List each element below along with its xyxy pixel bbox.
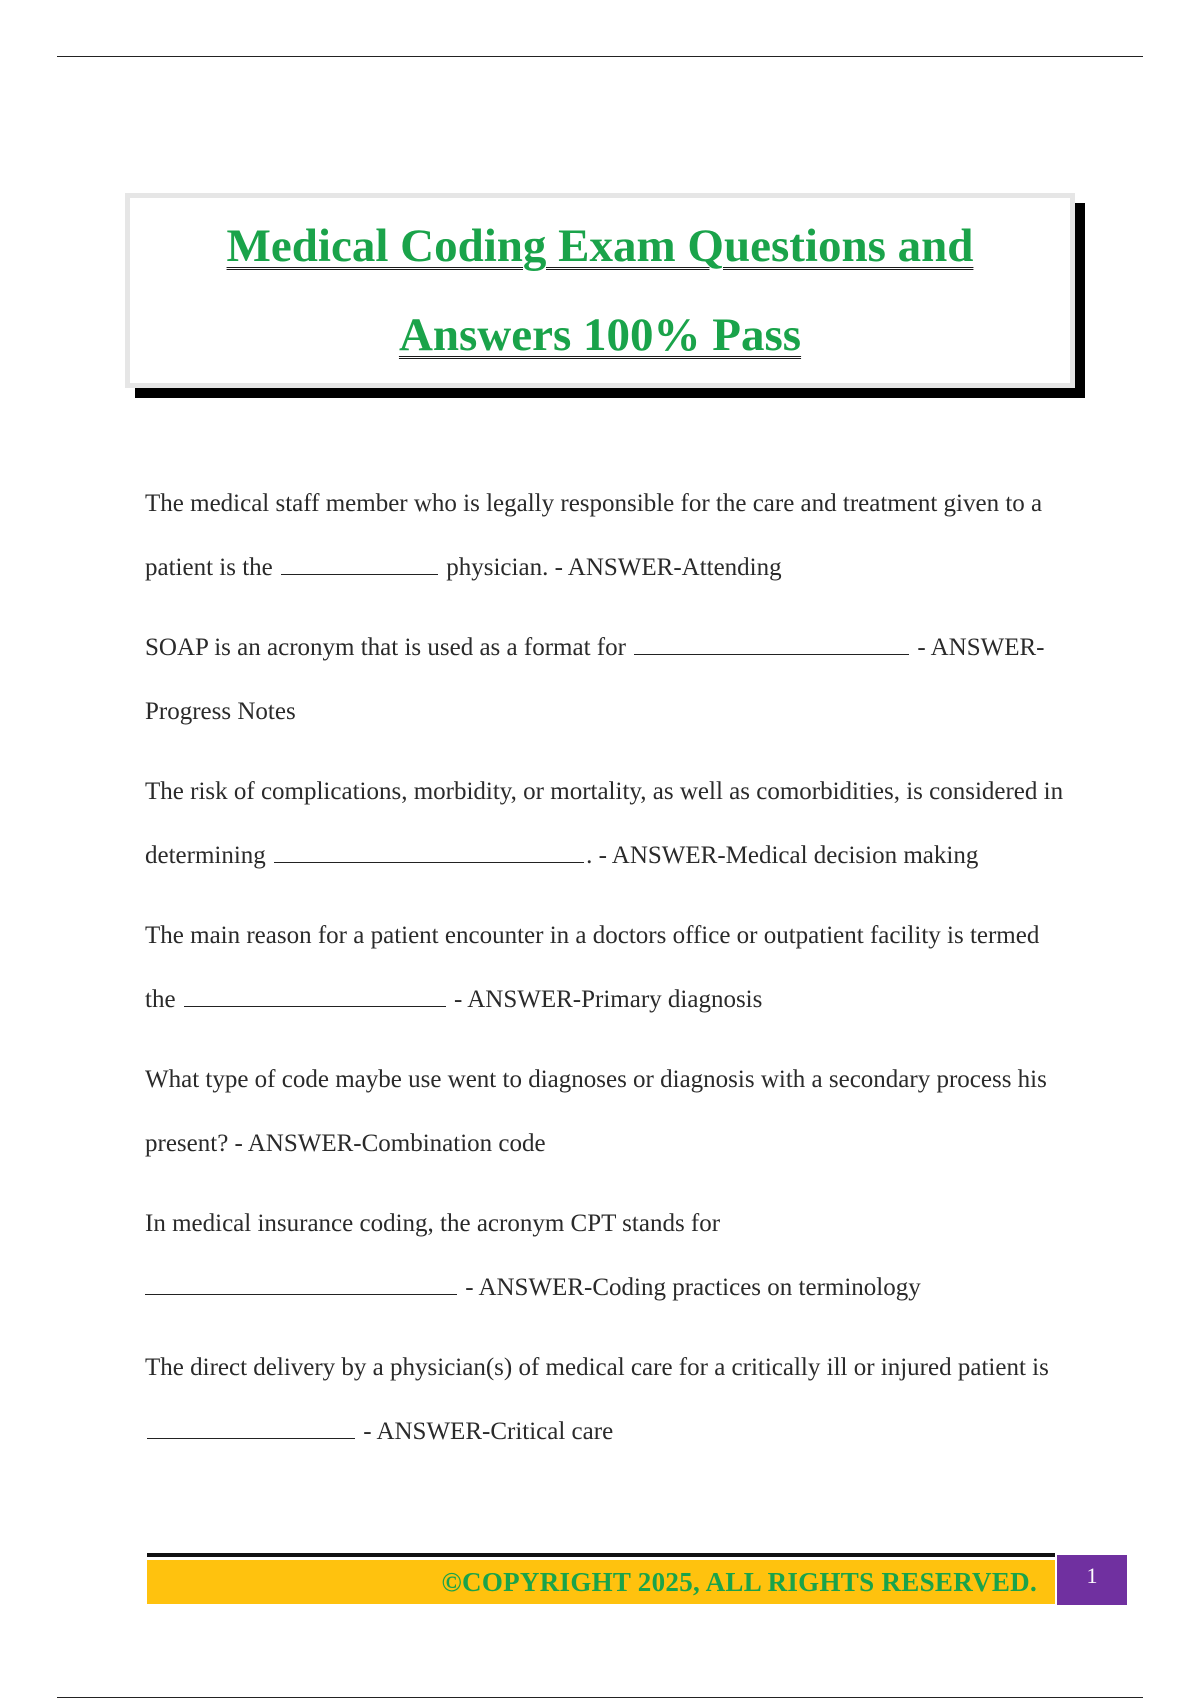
answer-text: physician. - ANSWER-Attending	[446, 554, 782, 581]
question-text: The risk of complications, morbidity, or mortality, as well as comorbidities, is considered in determining	[145, 778, 1064, 869]
footer-rule	[147, 1553, 1055, 1557]
document-title	[160, 202, 1040, 380]
document-title-line-2: Answers 100% Pass	[398, 308, 802, 361]
answer-text: - ANSWER-Critical care	[363, 1418, 614, 1445]
answer-blank	[274, 837, 584, 863]
qa-item	[145, 1048, 1065, 1176]
page-top-rule	[57, 56, 1143, 57]
title-box	[125, 193, 1075, 388]
qa-item	[145, 472, 1065, 600]
footer-copyright-bar	[147, 1560, 1055, 1604]
page-number: 1	[1086, 1563, 1098, 1588]
qa-list	[145, 472, 1065, 1480]
title-box-frame	[125, 193, 1075, 388]
qa-item	[145, 616, 1065, 744]
question-text: The direct delivery by a physician(s) of medical care for a critically ill or injured patient is	[145, 1354, 1049, 1381]
document-title-line-1: Medical Coding Exam Questions and	[226, 219, 974, 272]
answer-text: - ANSWER-Primary diagnosis	[454, 986, 763, 1013]
question-text: In medical insurance coding, the acronym CPT stands for	[145, 1210, 721, 1237]
answer-text: . - ANSWER-Medical decision making	[586, 842, 979, 869]
copyright-text: ©COPYRIGHT 2025, ALL RIGHTS RESERVED.	[441, 1566, 1037, 1597]
question-text: The main reason for a patient encounter in a doctors office or outpatient facility is termed the	[145, 922, 1040, 1013]
question-text: SOAP is an acronym that is used as a format for	[145, 634, 626, 661]
qa-item	[145, 1336, 1065, 1464]
page-bottom-rule	[57, 1697, 1143, 1698]
answer-text: - ANSWER-Coding practices on terminology	[465, 1274, 921, 1301]
answer-blank	[145, 1269, 457, 1295]
question-text: The medical staff member who is legally responsible for the care and treatment given to a patient is the	[145, 490, 1043, 581]
answer-blank	[281, 549, 438, 575]
qa-item	[145, 760, 1065, 888]
qa-item	[145, 904, 1065, 1032]
answer-blank	[147, 1413, 355, 1439]
answer-blank	[184, 981, 446, 1007]
page-footer	[147, 1553, 1127, 1605]
qa-item	[145, 1192, 1065, 1320]
question-text: What type of code maybe use went to diagnoses or diagnosis with a secondary process his present? - ANSWER-Combination code	[145, 1066, 1047, 1157]
answer-text: - ANSWER-Progress Notes	[145, 634, 1045, 725]
answer-blank	[634, 629, 909, 655]
page-number-badge	[1057, 1555, 1127, 1605]
